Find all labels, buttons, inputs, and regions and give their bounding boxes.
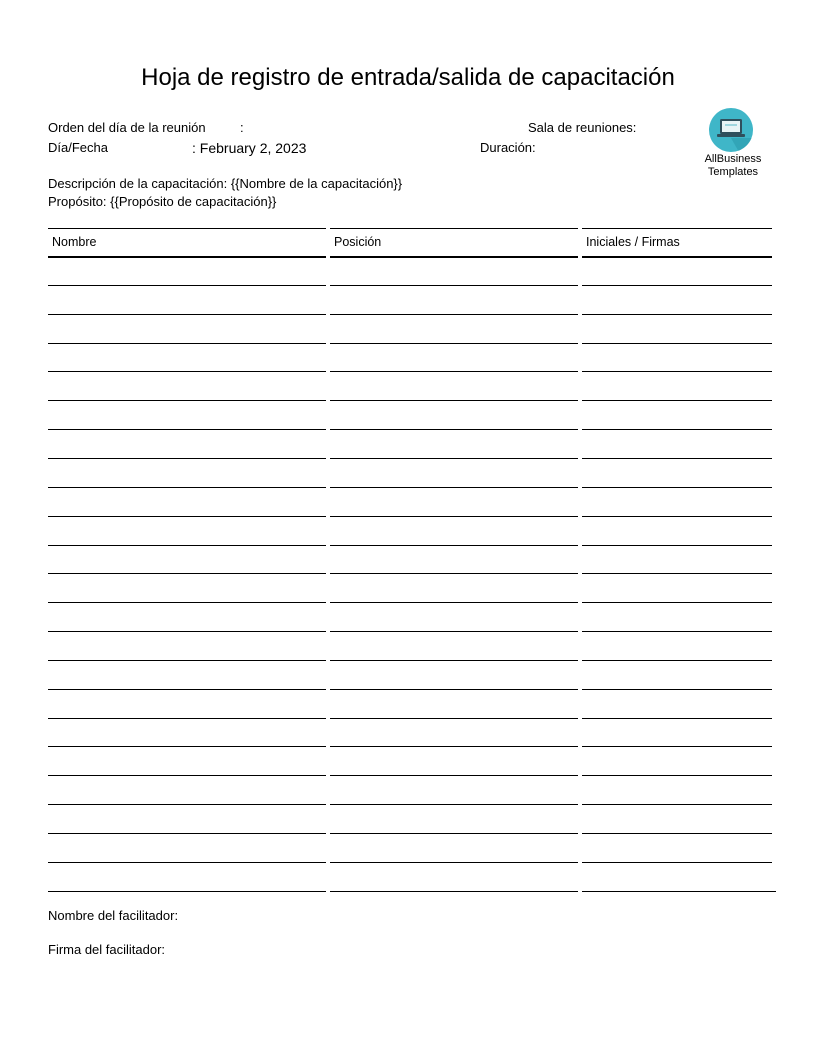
- meeting-room-label: Sala de reuniones:: [528, 120, 637, 135]
- table-row-rule: [582, 631, 772, 632]
- table-row-rule: [330, 343, 578, 344]
- agenda-separator: :: [240, 120, 244, 135]
- table-row-rule: [330, 775, 578, 776]
- table-row-rule: [330, 602, 578, 603]
- agenda-label: Orden del día de la reunión: [48, 120, 206, 135]
- table-row-rule: [330, 429, 578, 430]
- table-row-rule: [582, 343, 772, 344]
- table-top-rule: [582, 228, 772, 229]
- table-row-rule: [48, 602, 326, 603]
- date-label: Día/Fecha: [48, 140, 108, 155]
- table-row-rule: [330, 631, 578, 632]
- duration-label: Duración:: [480, 140, 536, 155]
- column-header-position: Posición: [334, 235, 382, 249]
- table-row-rule: [582, 862, 772, 863]
- table-row-rule: [582, 285, 772, 286]
- table-row-rule: [582, 833, 772, 834]
- table-row-rule: [582, 891, 776, 892]
- table-row-rule: [330, 545, 578, 546]
- table-row-rule: [330, 804, 578, 805]
- table-row-rule: [48, 371, 326, 372]
- table-row-rule: [330, 833, 578, 834]
- table-row-rule: [582, 602, 772, 603]
- page-title: Hoja de registro de entrada/salida de capacitación: [141, 64, 675, 91]
- table-top-rule: [330, 228, 578, 229]
- table-row-rule: [330, 285, 578, 286]
- table-row-rule: [48, 516, 326, 517]
- table-row-rule: [330, 400, 578, 401]
- table-row-rule: [48, 314, 326, 315]
- table-row-rule: [330, 314, 578, 315]
- table-row-rule: [48, 487, 326, 488]
- table-header-rule: [48, 256, 326, 258]
- column-header-signature: Iniciales / Firmas: [586, 235, 680, 249]
- table-row-rule: [48, 891, 326, 892]
- table-top-rule: [48, 228, 326, 229]
- table-row-rule: [330, 660, 578, 661]
- table-row-rule: [48, 343, 326, 344]
- table-header-rule: [582, 256, 772, 258]
- table-row-rule: [582, 573, 772, 574]
- table-row-rule: [582, 689, 772, 690]
- table-row-rule: [330, 458, 578, 459]
- table-row-rule: [330, 573, 578, 574]
- allbusiness-logo: [694, 108, 774, 180]
- table-row-rule: [582, 371, 772, 372]
- table-row-rule: [48, 285, 326, 286]
- table-row-rule: [48, 718, 326, 719]
- table-header-rule: [330, 256, 578, 258]
- table-row-rule: [48, 573, 326, 574]
- table-row-rule: [330, 862, 578, 863]
- table-row-rule: [330, 746, 578, 747]
- table-row-rule: [48, 631, 326, 632]
- table-row-rule: [582, 545, 772, 546]
- table-row-rule: [330, 718, 578, 719]
- table-row-rule: [582, 458, 772, 459]
- training-purpose: Propósito: {{Propósito de capacitación}}: [48, 194, 277, 209]
- table-row-rule: [582, 516, 772, 517]
- facilitator-name-label: Nombre del facilitador:: [48, 908, 179, 923]
- logo-badge: [709, 108, 753, 152]
- table-row-rule: [582, 314, 772, 315]
- table-row-rule: [48, 775, 326, 776]
- table-row-rule: [48, 804, 326, 805]
- laptop-icon: [709, 108, 753, 152]
- logo-line-1: AllBusiness: [704, 153, 762, 165]
- column-header-name: Nombre: [52, 235, 97, 249]
- table-row-rule: [582, 429, 772, 430]
- table-row-rule: [330, 371, 578, 372]
- table-row-rule: [48, 833, 326, 834]
- logo-text: [688, 153, 778, 179]
- logo-line-2: Templates: [707, 166, 759, 178]
- table-row-rule: [582, 400, 772, 401]
- table-row-rule: [330, 891, 578, 892]
- table-row-rule: [48, 545, 326, 546]
- table-row-rule: [582, 487, 772, 488]
- date-value: : February 2, 2023: [192, 140, 307, 156]
- training-description: Descripción de la capacitación: {{Nombre de la capacitación}}: [48, 176, 403, 191]
- table-row-rule: [48, 660, 326, 661]
- table-row-rule: [48, 862, 326, 863]
- table-row-rule: [48, 400, 326, 401]
- table-row-rule: [330, 487, 578, 488]
- table-row-rule: [582, 775, 772, 776]
- table-row-rule: [582, 746, 772, 747]
- table-row-rule: [48, 689, 326, 690]
- table-row-rule: [48, 746, 326, 747]
- table-row-rule: [330, 516, 578, 517]
- facilitator-signature-label: Firma del facilitador:: [48, 942, 166, 957]
- table-row-rule: [48, 429, 326, 430]
- table-row-rule: [582, 804, 772, 805]
- table-row-rule: [582, 660, 772, 661]
- table-row-rule: [48, 458, 326, 459]
- table-row-rule: [582, 718, 772, 719]
- table-row-rule: [330, 689, 578, 690]
